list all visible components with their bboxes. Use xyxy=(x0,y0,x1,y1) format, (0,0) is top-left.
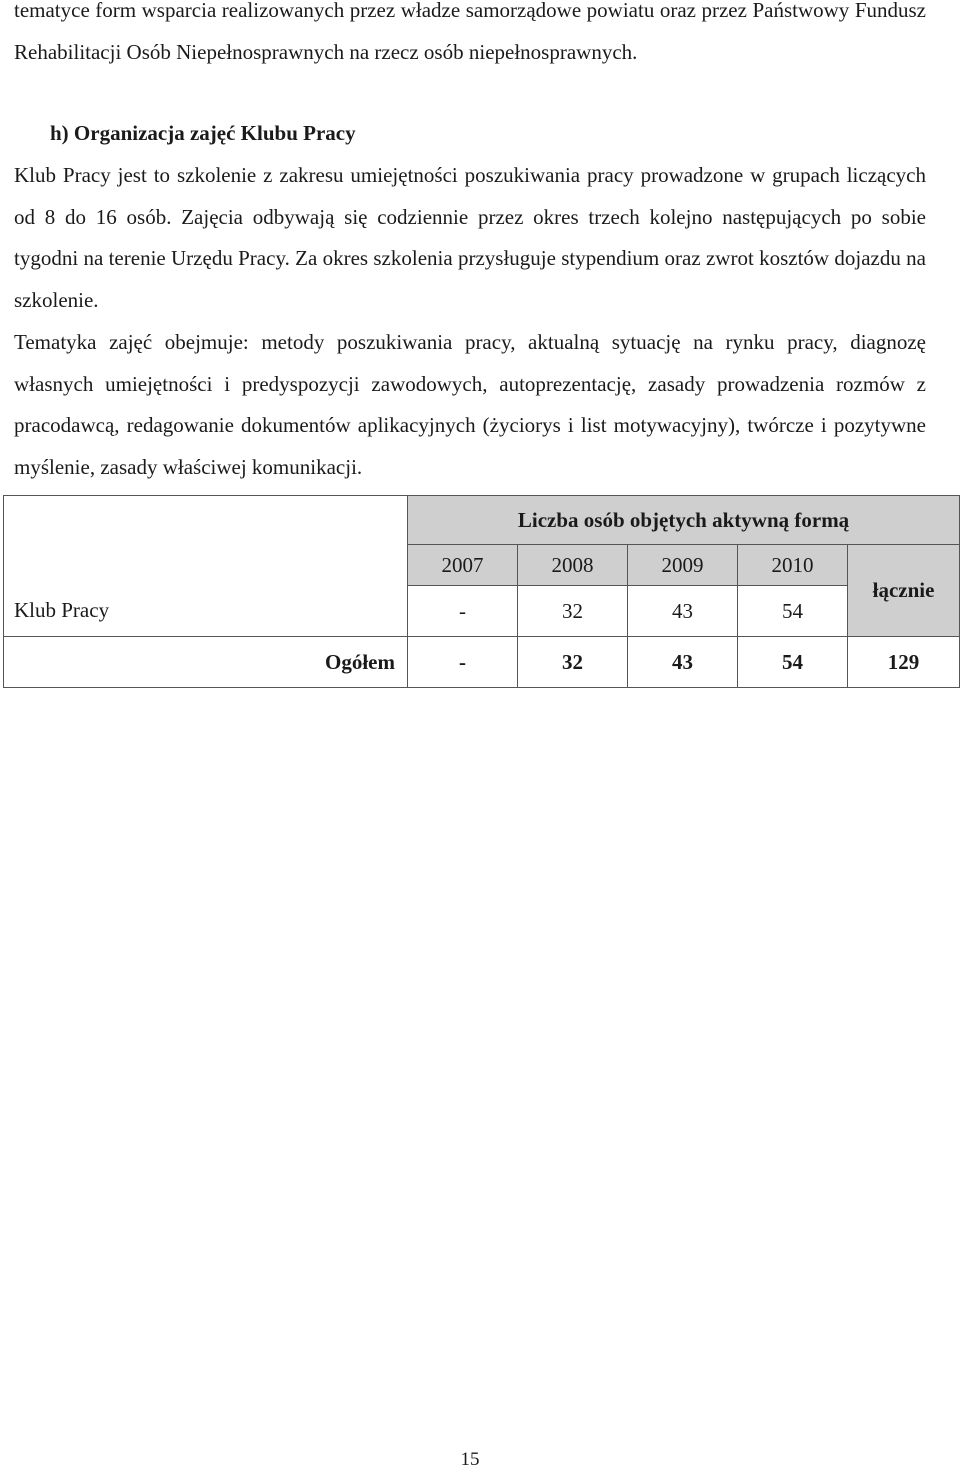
total-header: łącznie xyxy=(848,545,960,637)
paragraph-tematyka: Tematyka zajęć obejmuje: metody poszukiwania pracy, aktualną sytuację na rynku pracy, diagnozę własnych umiejętności i predyspozycji zawodowych, autoprezentację, zasady prowadzenia rozmów z pracodawcą, redagowanie dokumentów aplikacyjnych (życiorys i list motywacyjny), twórcze i pozytywne myślenie, zasady właściwej komunikacji. xyxy=(14,330,926,479)
year-header-2010: 2010 xyxy=(738,545,848,586)
year-header-2007: 2007 xyxy=(408,545,518,586)
section-heading: h) Organizacja zajęć Klubu Pracy xyxy=(50,121,356,145)
summary-cell: 54 xyxy=(738,637,848,688)
year-header-2009: 2009 xyxy=(628,545,738,586)
table-cell: - xyxy=(408,586,518,637)
year-header-2008: 2008 xyxy=(518,545,628,586)
summary-total: 129 xyxy=(848,637,960,688)
paragraph-intro: tematyce form wsparcia realizowanych przez władze samorządowe powiatu oraz przez Państwowy Fundusz Rehabilitacji Osób Niepełnosprawnych na rzecz osób niepełnosprawnych. xyxy=(14,0,926,64)
participants-table xyxy=(3,495,960,688)
row-label-klub-pracy: Klub Pracy xyxy=(4,586,408,637)
summary-cell: 32 xyxy=(518,637,628,688)
table-cell: 54 xyxy=(738,586,848,637)
table-cell: 32 xyxy=(518,586,628,637)
paragraph-klub-pracy: Klub Pracy jest to szkolenie z zakresu umiejętności poszukiwania pracy prowadzone w grupach liczących od 8 do 16 osób. Zajęcia odbywają się codziennie przez okres trzech kolejno następujących po sobie tygodni na terenie Urzędu Pracy. Za okres szkolenia przysługuje stypendium oraz zwrot kosztów dojazdu na szkolenie. xyxy=(14,163,926,312)
summary-label: Ogółem xyxy=(4,637,408,688)
table-header-title: Liczba osób objętych aktywną formą xyxy=(408,496,960,545)
summary-cell: 43 xyxy=(628,637,738,688)
summary-cell: - xyxy=(408,637,518,688)
table-empty-corner xyxy=(4,496,408,586)
table-cell: 43 xyxy=(628,586,738,637)
page-number: 15 xyxy=(460,1449,480,1470)
